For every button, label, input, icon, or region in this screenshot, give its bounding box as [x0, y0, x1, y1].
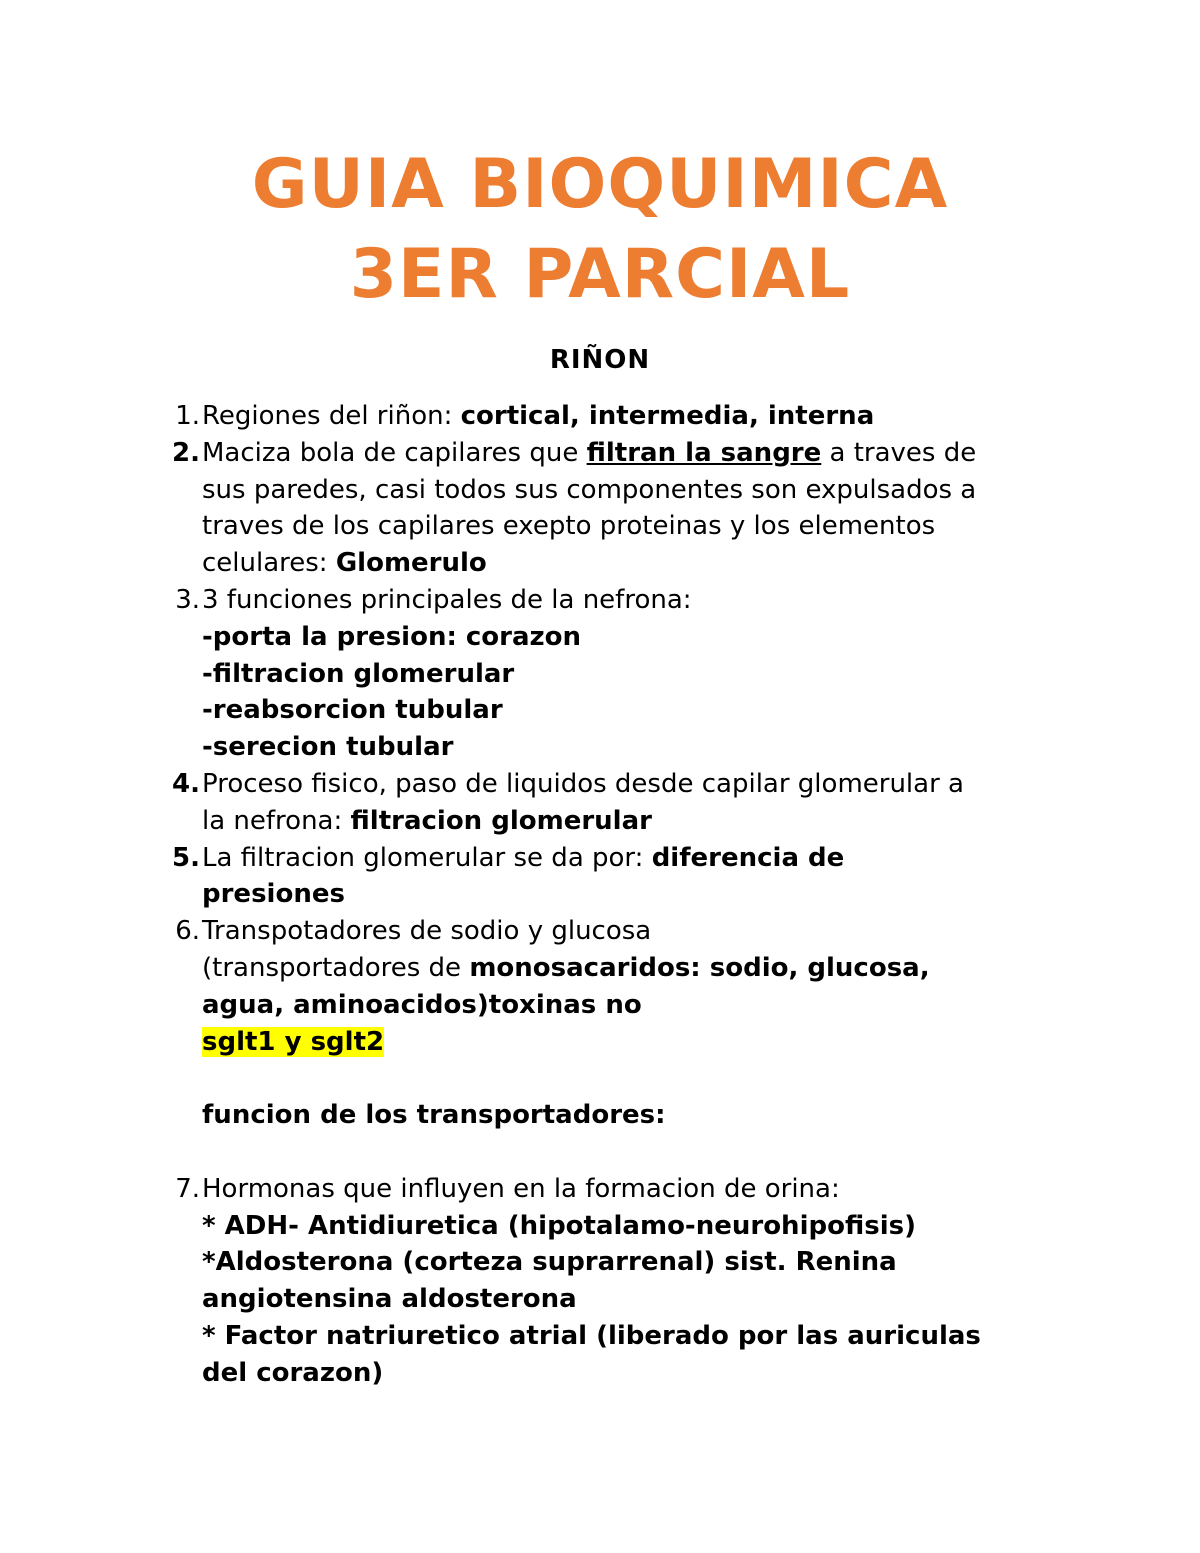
item-text-line: Transpotadores de sodio y glucosa: [202, 916, 652, 947]
item-answer: cortical, intermedia, interna: [460, 401, 875, 431]
section-heading: RIÑON: [549, 345, 651, 375]
item-text-plain: (transportadores de: [202, 952, 470, 983]
list-item-7: [0, 1171, 1042, 1392]
item-text-line: sus paredes, casi todos sus componentes son expulsados a: [202, 474, 977, 505]
item-answer-line: -serecion tubular: [202, 732, 454, 763]
highlighted-text: sglt1 y sglt2: [202, 1026, 385, 1057]
item-answer-line: -reabsorcion tubular: [202, 695, 503, 726]
blank-line: [202, 1060, 1042, 1097]
item-answer: filtracion glomerular: [350, 805, 652, 836]
item-answer: monosacaridos: sodio, glucosa,: [469, 952, 930, 983]
item-answer-line: presiones: [202, 879, 345, 910]
item-text-line: Proceso fisico, paso de liquidos desde capilar glomerular a: [202, 768, 964, 799]
item-answer-line: del corazon): [202, 1357, 384, 1388]
item-number: 2.: [172, 437, 200, 468]
item-text-plain: Maciza bola de capilares que: [202, 437, 587, 468]
title-line-1: GUIA BIOQUIMICA: [251, 145, 949, 224]
item-number: 7.: [175, 1173, 200, 1204]
list-item-1: [0, 398, 1042, 435]
item-answer-line: agua, aminoacidos)toxinas no: [202, 989, 642, 1020]
title-line-2: 3ER PARCIAL: [349, 235, 851, 314]
item-answer: Glomerulo: [335, 548, 487, 579]
item-text-line: traves de los capilares exepto proteinas y los elementos: [202, 511, 936, 542]
item-answer-line: *Aldosterona (corteza suprarrenal) sist. Renina: [202, 1247, 897, 1278]
item-text-plain: la nefrona:: [202, 805, 351, 836]
item-text-plain: a traves de: [821, 437, 977, 468]
item-text-line: [202, 803, 1042, 840]
item-text-line: [202, 545, 1042, 582]
item-answer-line: * ADH- Antidiuretica (hipotalamo-neurohipofisis): [202, 1210, 916, 1241]
item-text-line: [202, 840, 1042, 877]
item-number: 6.: [175, 916, 200, 947]
list-item-6: [0, 913, 1042, 1171]
item-text-line: Hormonas que influyen en la formacion de orina:: [202, 1173, 840, 1204]
item-text-line: 3 funciones principales de la nefrona:: [202, 584, 692, 615]
item-text-plain: La filtracion glomerular se da por:: [202, 842, 652, 873]
blank-line: [202, 1134, 1042, 1171]
list-item-3: [0, 582, 1042, 766]
item-text-line: [202, 1024, 1042, 1061]
item-number: 5.: [172, 842, 200, 873]
item-answer-line: -porta la presion: corazon: [202, 621, 582, 652]
item-text-plain: celulares:: [202, 548, 336, 579]
item-answer-line: -filtracion glomerular: [202, 658, 515, 689]
list-item-5: [0, 840, 1042, 914]
item-answer-line: * Factor natriuretico atrial (liberado por las auriculas: [202, 1320, 981, 1351]
list-item-2: [0, 435, 1042, 582]
item-number: 4.: [172, 768, 200, 799]
item-number: 3.: [175, 584, 200, 615]
item-answer-line: funcion de los transportadores:: [202, 1100, 666, 1131]
question-list: [0, 398, 1200, 1392]
item-answer-line: angiotensina aldosterona: [202, 1284, 577, 1315]
list-item-4: [0, 766, 1042, 840]
item-text-line: [202, 435, 1042, 472]
item-text: [202, 398, 1042, 435]
underlined-phrase: filtran la sangre: [586, 437, 822, 468]
item-answer: diferencia de: [651, 842, 845, 873]
item-number: 1.: [175, 401, 200, 431]
item-text-plain: Regiones del riñon:: [202, 401, 461, 431]
item-text-line: [202, 950, 1042, 987]
